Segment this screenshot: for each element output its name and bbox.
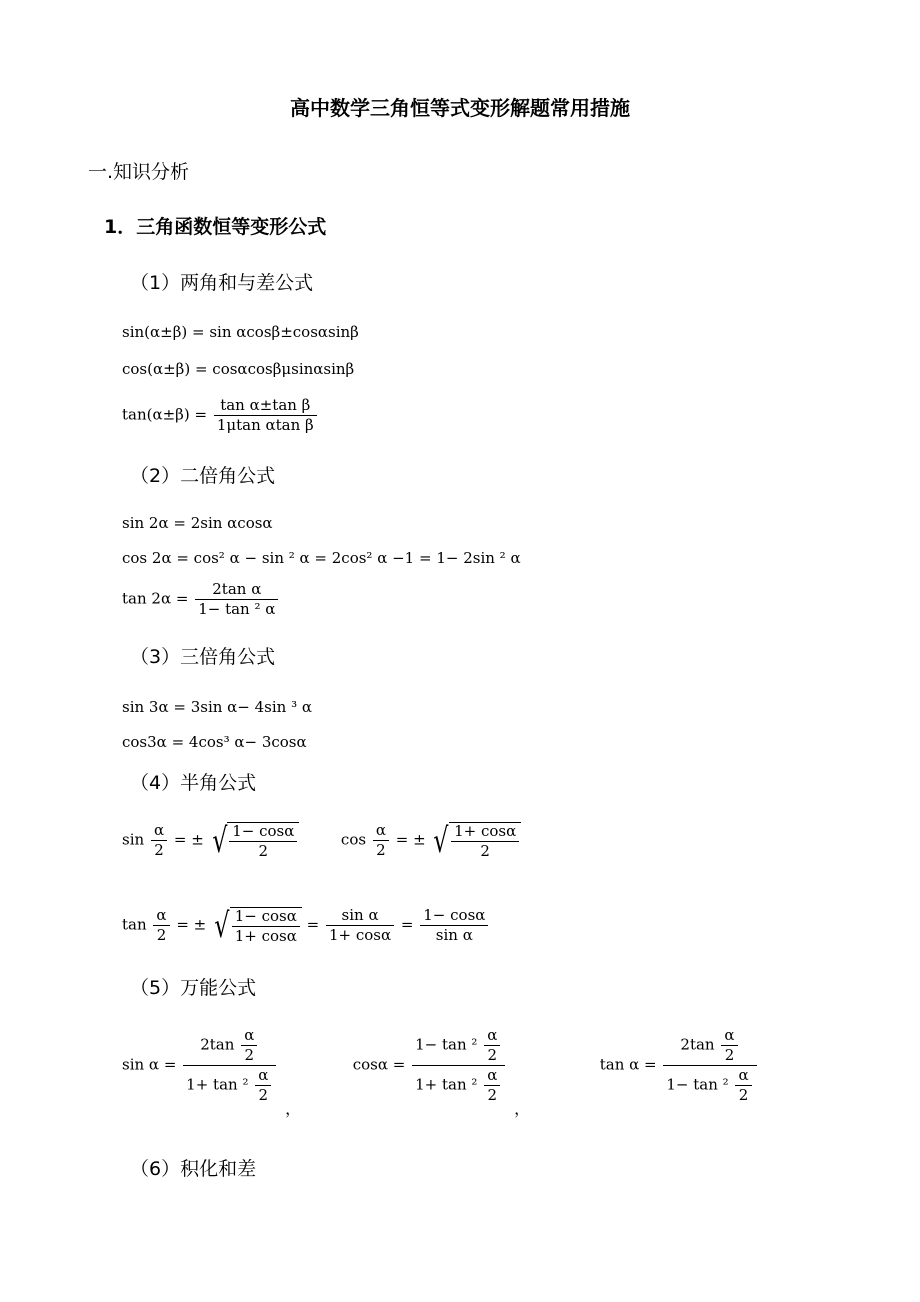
alpha-over-two: [151, 823, 167, 858]
formula-sum-cos: cos(α±β) = cosαcosβμsinαsinβ: [122, 360, 355, 378]
equals-plus-minus: = ±: [395, 830, 426, 849]
formula-double-cos: cos 2α = cos² α − sin ² α = 2cos² α −1 = 1− 2sin ² α: [122, 549, 521, 567]
formula-double-sin: sin 2α = 2sin αcosα: [122, 514, 273, 532]
fraction-one-minus-cos-over-sin: [420, 908, 488, 943]
fraction-denominator: 2: [480, 842, 490, 860]
fraction-numerator: 1− cosα: [229, 824, 297, 842]
fraction-denominator: 2: [258, 1086, 269, 1104]
square-root: √ $\frac{1- \cos\alpha}{1+ \cos\alpha}$: [211, 907, 302, 944]
fraction-denominator: [412, 1066, 505, 1103]
alpha-over-two: [721, 1028, 737, 1063]
sqrt-fraction: [451, 824, 519, 859]
formula-triple-cos: cos3α = 4cos³ α− 3cosα: [122, 733, 307, 751]
fraction-denominator: 2: [376, 841, 386, 859]
formula-universal-cos-fraction: [412, 1028, 505, 1103]
fraction-numerator: α: [241, 1028, 257, 1046]
formula-universal: [122, 1026, 759, 1118]
formula-universal-sin-fraction: [183, 1028, 276, 1103]
fraction-denominator: 2: [244, 1046, 255, 1064]
fn-cos: cos: [340, 830, 367, 849]
fraction-numerator: α: [255, 1068, 271, 1086]
formula-half-tan: [122, 907, 490, 944]
fraction-denominator: [183, 1066, 276, 1103]
text-one-minus-tan-squared: 1− tan ²: [666, 1075, 729, 1094]
sqrt-fraction: [229, 824, 297, 859]
formula-universal-sin-lhs: sin α =: [122, 1055, 177, 1074]
fraction-denominator: 1+ cosα: [328, 926, 392, 944]
heading-sum-difference: （1）两角和与差公式: [130, 272, 314, 294]
fraction-numerator: α: [151, 823, 167, 841]
formula-universal-tan-lhs: tan α =: [599, 1055, 657, 1074]
fraction-denominator: 2: [258, 842, 269, 860]
fraction-denominator: 1μtan αtan β: [216, 416, 314, 434]
formula-triple-sin: sin 3α = 3sin α− 4sin ³ α: [122, 698, 313, 716]
section-heading: 一.知识分析: [88, 161, 190, 183]
formula-double-tan: [122, 582, 280, 617]
equals-sign: =: [306, 915, 320, 934]
text-one-minus-tan-squared: 1− tan ²: [415, 1035, 478, 1054]
fraction-numerator: α: [735, 1068, 751, 1086]
alpha-over-two: [241, 1028, 257, 1063]
fraction-numerator: tan α±tan β: [214, 398, 317, 416]
fraction-numerator: 1− cosα: [420, 908, 488, 926]
fraction-denominator: 1+ cosα: [234, 927, 297, 945]
fraction-denominator: 1− tan ² α: [198, 600, 276, 618]
square-root: √ $\frac{1- \cos\alpha}{2}$: [209, 822, 300, 859]
sqrt-fraction: [232, 909, 300, 944]
heading-universal-formula: （5）万能公式: [130, 977, 257, 999]
formula-half-sin-cos: [122, 822, 521, 859]
fraction-numerator: α: [484, 1028, 500, 1046]
fraction-denominator: 2: [738, 1086, 749, 1104]
text-two-tan: 2tan: [680, 1035, 715, 1054]
alpha-over-two: [153, 908, 169, 943]
formula-sum-tan-lhs: tan(α±β) =: [122, 405, 208, 424]
fraction-denominator: 2: [724, 1046, 735, 1064]
square-root: √ $\frac{1+ \cos\alpha}{2}$: [430, 822, 521, 859]
alpha-over-two: [484, 1028, 500, 1063]
equals-plus-minus: = ±: [176, 915, 207, 934]
formula-double-tan-fraction: [195, 582, 278, 617]
fraction-numerator: α: [721, 1028, 737, 1046]
equals-sign: =: [400, 915, 414, 934]
fraction-denominator: 2: [487, 1086, 498, 1104]
heading-product-to-sum: （6）积化和差: [130, 1158, 257, 1180]
fraction-numerator: α: [484, 1068, 500, 1086]
equals-plus-minus: = ±: [173, 830, 204, 849]
fraction-numerator: [663, 1028, 756, 1066]
fraction-sin-over-one-plus-cos: [326, 908, 394, 943]
fraction-denominator: 2: [487, 1046, 498, 1064]
fraction-numerator: α: [373, 823, 389, 841]
comma: ，: [514, 1099, 531, 1118]
fraction-numerator: α: [153, 908, 169, 926]
alpha-over-two: [484, 1068, 500, 1103]
formula-double-tan-lhs: tan 2α =: [122, 589, 189, 608]
fraction-numerator: [412, 1028, 505, 1066]
subsection-heading: 1．三角函数恒等变形公式: [104, 216, 327, 238]
formula-sum-sin: sin(α±β) = sin αcosβ±cosαsinβ: [122, 323, 359, 341]
fraction-denominator: 2: [154, 841, 164, 859]
comma: ，: [285, 1099, 302, 1118]
heading-double-angle: （2）二倍角公式: [130, 465, 276, 487]
heading-triple-angle: （3）三倍角公式: [130, 646, 276, 668]
text-one-plus-tan-squared: 1+ tan ²: [415, 1075, 478, 1094]
formula-sum-tan: [122, 398, 319, 433]
heading-half-angle: （4）半角公式: [130, 772, 257, 794]
alpha-over-two: [373, 823, 389, 858]
fn-sin: sin: [122, 830, 145, 849]
fraction-numerator: sin α: [326, 908, 394, 926]
fraction-numerator: 1+ cosα: [451, 824, 519, 842]
text-one-plus-tan-squared: 1+ tan ²: [186, 1075, 249, 1094]
fraction-numerator: 1− cosα: [232, 909, 300, 927]
fraction-numerator: 2tan α: [195, 582, 278, 600]
alpha-over-two: [255, 1068, 271, 1103]
fraction-denominator: sin α: [435, 926, 473, 944]
fraction-denominator: 2: [156, 926, 167, 944]
fraction-denominator: [663, 1066, 756, 1103]
fn-tan: tan: [122, 915, 147, 934]
alpha-over-two: [735, 1068, 751, 1103]
text-two-tan: 2tan: [200, 1035, 235, 1054]
fraction-numerator: [183, 1028, 276, 1066]
formula-universal-cos-lhs: cosα =: [352, 1055, 406, 1074]
formula-sum-tan-fraction: [214, 398, 317, 433]
page-title: 高中数学三角恒等式变形解题常用措施: [290, 96, 630, 120]
formula-universal-tan-fraction: [663, 1028, 756, 1103]
